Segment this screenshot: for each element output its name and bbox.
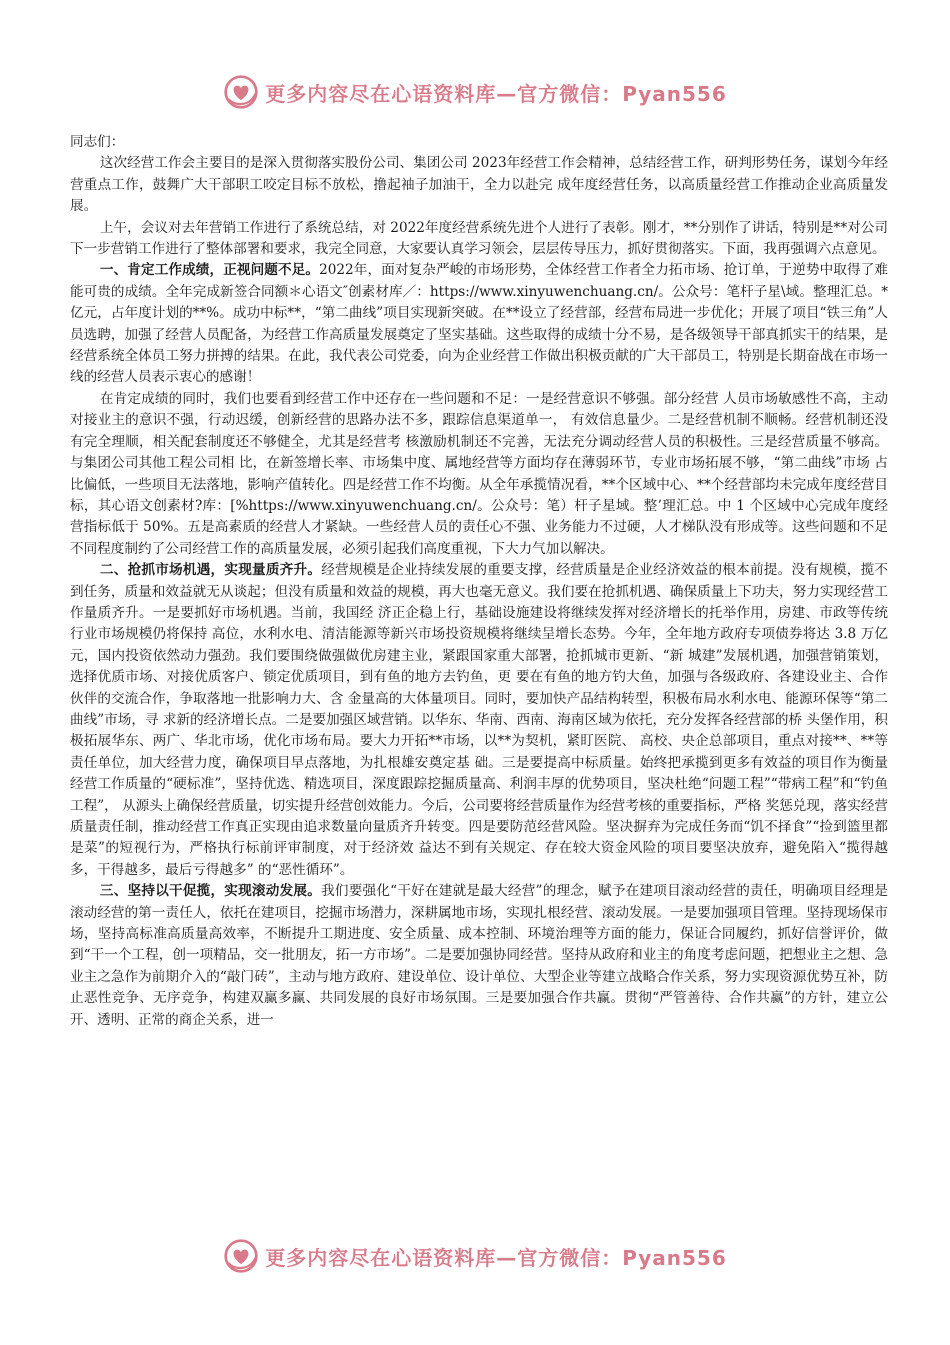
section-1-problems-paragraph: 在肯定成绩的同时，我们也要看到经营工作中还存在一些问题和不足：一是经营意识不够强。部分经营 人员市场敏感性不高，主动对接业主的意识不强，行动迟缓，创新经营的思路办法不多，跟踪信息渠道单一， 有效信息量少。二是经营机制不顺畅。经营机制还没有完全理顺，相关配套制度还不够健全，尤其是经营考 核激励机制还不完善，无法充分调动经营人员的积极性。三是经营质量不够高。与集团公司其他工程公司相 比，在新签增长率、市场集中度、属地经营等方面均存在薄弱环节，专业市场拓展不够，“第二曲线”市场 占比偏低，一些项目无法落地，影响产值转化。四是经营工作不均衡。从全年承揽情况看，**个区域中心、**个经营部均未完成年度经营目标，其心语文创素材?库：[%https://www.xinyuwenchuang.cn/。公众号：笔）杆子星域。整’理汇总。中 1 个区域中心完成年度经营指标低于 50%。五是高素质的经营人才紧缺。一些经营人员的责任心不强、业务能力不过硬，人才梯队没有形成等。这些问题和不足不同程度制约了公司经营工作的高质量发展，必须引起我们高度重视，下大力气加以解决。 (70, 390, 888, 557)
document-body (70, 132, 888, 1031)
footer-banner (0, 1236, 950, 1276)
summary-paragraph: 上午，会议对去年营销工作进行了系统总结，对 2022年度经营系统先进个人进行了表彰。刚才，**分别作了讲话，特别是**对公司下一步营销工作进行了整体部署和要求，我完全同意，大家要认真学习领会，层层传导压力，抓好贯彻落实。下面，我再强调六点意见。 (70, 219, 888, 258)
intro-paragraph: 这次经营工作会主要目的是深入贯彻落实股份公司、集团公司 2023年经营工作会精神，总结经营工作，研判形势任务，谋划今年经营重点工作，鼓舞广大干部职工咬定目标不放松，撸起袖子加油干，全力以赴完 成年度经营任务，以高质量经营工作推动企业高质量发展。 (70, 155, 888, 215)
section-2-paragraph (70, 560, 888, 881)
heart-swoosh-logo-icon (223, 1238, 259, 1274)
section-3-body: 我们要强化“干好在建就是最大经营”的理念，赋予在建项目滚动经营的责任，明确项目经理是滚动经营的第一责任人，依托在建项目，挖掘市场潜力，深耕属地市场，实现扎根经营、滚动发展。一是要加强项目管理。坚持现场保市场，坚持高标准高质量高效率，不断提升工期进度、安全质量、成本控制、环境治理等方面的能力，保证合同履约，抓好信誉评价，做到“干一个工程，创一项精品，交一批朋友，拓一方市场”。二是要加强协同经营。坚持从政府和业主的角度考虑问题，把想业主之想、急业主之急作为前期介入的“敲门砖”，主动与地方政府、建设单位、设计单位、大型企业等建立战略合作关系，努力实现资源优势互补，防止恶性竞争、无序竞争，构建双赢多赢、共同发展的良好市场氛围。三是要加强合作共赢。贯彻“严管善待、合作共赢”的方针，建立公开、透明、正常的商企关系，进一 (70, 883, 888, 1028)
section-2-body: 经营规模是企业持续发展的重要支撑，经营质量是企业经济效益的根本前提。没有规模，揽不到任务，质量和效益就无从谈起；但没有质量和效益的规模，再大也毫无意义。我们要在抢抓机遇、确保质量上下功夫，努力实现经营工作量质齐升。一是要抓好市场机遇。当前，我国经 济正企稳上行，基础设施建设将继续发挥对经济增长的托举作用，房建、市政等传统行业市场规模仍将保持 高位，水利水电、清洁能源等新兴市场投资规模将继续呈增长态势。今年，全年地方政府专项债券将达 3.8 万亿元，国内投资依然动力强劲。我们要围绕做强做优房建主业，紧跟国家重大部署，抢抓城市更新、“新 城建”发展机遇，加强营销策划，选择优质市场、对接优质客户、锁定优质项目，到有鱼的地方去钓鱼，更 要在有鱼的地方钓大鱼，加强与各级政府、各建设业主、合作伙伴的交流合作，争取落地一批影响力大、含 金量高的大体量项目。同时，要加快产品结构转型，积极布局水利水电、能源环保等“第二曲线”市场，寻 求新的经济增长点。二是要加强区域营销。以华东、华南、西南、海南区域为依托，充分发挥各经营部的桥 头堡作用，积极拓展华东、两广、华北市场，优化市场布局。要大力开拓**市场，以**为契机，紧盯医院、 高校、央企总部项目，重点对接**、**等责任单位，加大经营力度，确保项目早点落地，为扎根雄安奠定基 础。三是要提高中标质量。始终把承揽到更多有效益的项目作为衡量经营工作质量的“硬标准”，坚持优选、精选项目，深度跟踪挖掘质量高、利润丰厚的优势项目，坚决杜绝“问题工程”“带病工程”和“钓鱼工程”， 从源头上确保经营质量，切实提升经营创效能力。今后，公司要将经营质量作为经营考核的重要指标，严格 奖惩兑现，落实经营质量责任制，推动经营工作真正实现由追求数量向量质齐升转变。四是要防范经营风险。坚决摒弃为完成任务而“饥不择食”“捡到篮里都是菜”的短视行为，严格执行标前评审制度，对于经济效 益达不到有关规定、存在较大资金风险的项目要坚决放弃，避免陷入“揽得越多，干得越多，最后亏得越多” 的“恶性循环”。 (70, 562, 889, 878)
section-3-paragraph (70, 881, 888, 1031)
header-banner (0, 72, 950, 112)
heart-swoosh-logo-icon (223, 74, 259, 110)
banner-text: 更多内容尽在心语资料库—官方微信：Pyan556 (265, 81, 727, 106)
section-1-paragraph (70, 260, 888, 388)
section-3-heading: 三、坚持以干促揽，实现滚动发展。 (99, 883, 322, 900)
salutation: 同志们： (70, 134, 125, 150)
banner-text: 更多内容尽在心语资料库—官方微信：Pyan556 (265, 1245, 727, 1270)
section-2-heading: 二、抢抓市场机遇，实现量质齐升。 (99, 562, 322, 579)
section-1-body: 2022年，面对复杂严峻的市场形势，全体经营工作者全力拓市场、抢订单，于逆势中取得了难能可贵的成绩。全年完成新签合同额＊心语文″创素材库／：https://www.xinyuwenchuang.cn/。公众号：笔杆子星\域。整理汇总。*亿元，占年度计划的**%。成功中标**，“第二曲线”项目实现新突破。在**设立了经营部，经营布局进一步优化；开展了项目“铁三角”人员选聘，加强了经营人员配备，为经营工作高质量发展奠定了坚实基础。这些取得的成绩十分不易，是各级领导干部真抓实干的结果，是经营系统全体员工努力拼搏的结果。在此，我代表公司党委，向为企业经营工作做出积极贡献的广大干部员工，特别是长期奋战在市场一线的经营人员表示衷心的感谢！ (70, 262, 889, 386)
section-1-heading: 一、肯定工作成绩，正视问题不足。 (99, 262, 320, 279)
